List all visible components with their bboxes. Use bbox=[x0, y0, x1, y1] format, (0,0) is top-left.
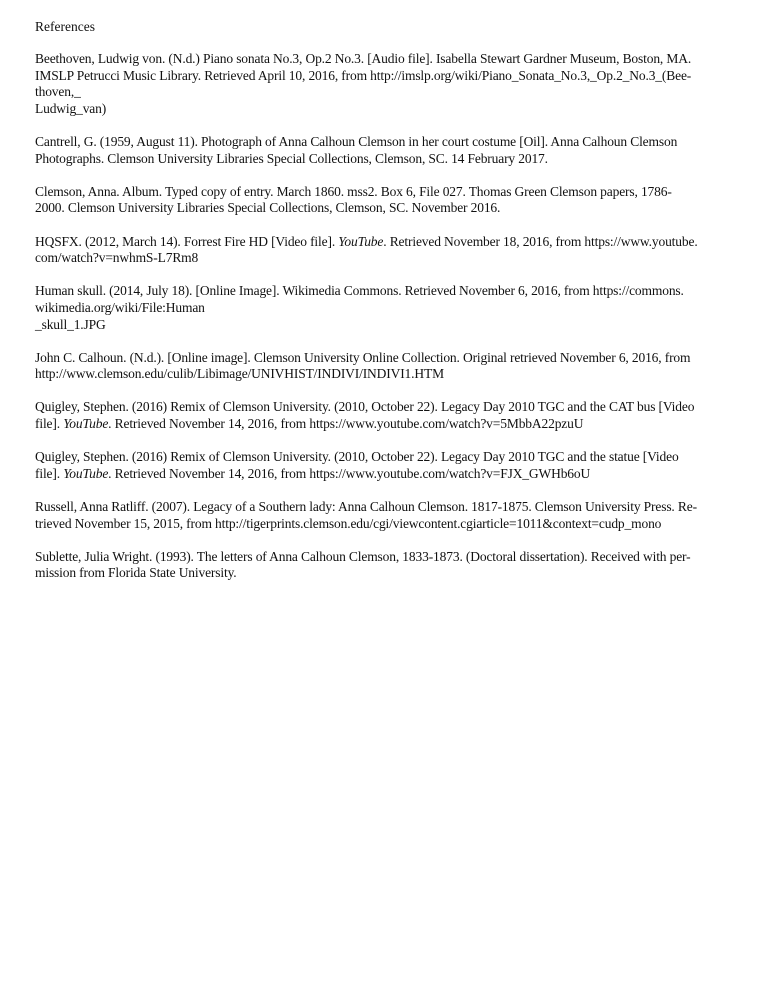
reference-line: http://www.clemson.edu/culib/Libimage/UNIVHIST/INDIVI/INDIVI1.HTM bbox=[35, 366, 444, 382]
reference-italic-title: YouTube bbox=[338, 233, 384, 249]
reference-line bbox=[35, 234, 725, 251]
reference-text: . Retrieved November 18, 2016, from https://www.youtube. bbox=[383, 233, 698, 249]
reference-line: Ludwig_van) bbox=[35, 100, 107, 116]
reference-line: Clemson, Anna. Album. Typed copy of entry. March 1860. mss2. Box 6, File 027. Thomas Green Clemson papers, 1786- bbox=[35, 183, 672, 199]
reference-italic-title: YouTube bbox=[63, 465, 109, 481]
reference-line: Beethoven, Ludwig von. (N.d.) Piano sonata No.3, Op.2 No.3. [Audio file]. Isabella Stewart Gardner Museum, Boston, MA. bbox=[35, 51, 692, 66]
reference-line: Russell, Anna Ratliff. (2007). Legacy of a Southern lady: Anna Calhoun Clemson. 1817-1875. Clemson University Press. Re- bbox=[35, 499, 697, 515]
reference-text: . Retrieved November 14, 2016, from https://www.youtube.com/watch?v=5MbbA22pzuU bbox=[108, 416, 584, 432]
reference-line: John C. Calhoun. (N.d.). [Online image]. Clemson University Online Collection. Original retrieved November 6, 2016, from bbox=[35, 349, 691, 365]
reference-text: file]. bbox=[35, 465, 64, 481]
reference-line: thoven,_ bbox=[35, 84, 81, 100]
reference-entry-beethoven bbox=[35, 51, 725, 117]
reference-italic-title: YouTube bbox=[63, 416, 109, 432]
reference-entry-hqsfx bbox=[35, 234, 725, 267]
reference-text: HQSFX. (2012, March 14). Forrest Fire HD [Video file]. bbox=[35, 233, 339, 249]
reference-entry-clemson-album bbox=[35, 184, 725, 217]
reference-line: Photographs. Clemson University Libraries Special Collections, Clemson, SC. 14 February 2017. bbox=[35, 150, 548, 166]
reference-line bbox=[35, 416, 725, 433]
reference-text: file]. bbox=[35, 416, 64, 432]
reference-line: mission from Florida State University. bbox=[35, 565, 237, 581]
reference-line: Quigley, Stephen. (2016) Remix of Clemson University. (2010, October 22). Legacy Day 2010 TGC and the CAT bus [Video bbox=[35, 399, 695, 415]
reference-line bbox=[35, 466, 725, 483]
reference-entry-russell bbox=[35, 499, 725, 532]
page-title: References bbox=[35, 19, 95, 34]
reference-line: trieved November 15, 2015, from http://tigerprints.clemson.edu/cgi/viewcontent.cgiarticle=1011&context=cudp_mono bbox=[35, 515, 662, 531]
reference-entry-cantrell bbox=[35, 134, 725, 167]
reference-entry-calhoun bbox=[35, 350, 725, 383]
reference-line: IMSLP Petrucci Music Library. Retrieved April 10, 2016, from http://imslp.org/wiki/Piano_Sonata_No.3,_Op.2_No.3_(Bee- bbox=[35, 67, 692, 83]
reference-entry-sublette bbox=[35, 549, 725, 582]
reference-text: . Retrieved November 14, 2016, from https://www.youtube.com/watch?v=FJX_GWHb6oU bbox=[108, 465, 591, 481]
reference-entry-human-skull bbox=[35, 283, 725, 333]
reference-line: Sublette, Julia Wright. (1993). The letters of Anna Calhoun Clemson, 1833-1873. (Doctoral dissertation). Received with per- bbox=[35, 548, 691, 564]
reference-line: _skull_1.JPG bbox=[35, 316, 106, 332]
reference-line: Cantrell, G. (1959, August 11). Photograph of Anna Calhoun Clemson in her court costume [Oil]. Anna Calhoun Clemson bbox=[35, 133, 678, 149]
reference-line: com/watch?v=nwhmS-L7Rm8 bbox=[35, 250, 199, 266]
reference-line: 2000. Clemson University Libraries Special Collections, Clemson, SC. November 2016. bbox=[35, 200, 501, 216]
references-page bbox=[35, 18, 725, 599]
reference-entry-quigley-cat-bus bbox=[35, 399, 725, 432]
reference-entry-quigley-statue bbox=[35, 449, 725, 482]
reference-line: wikimedia.org/wiki/File:Human bbox=[35, 299, 205, 315]
reference-line: Human skull. (2014, July 18). [Online Image]. Wikimedia Commons. Retrieved November 6, 2016, from https://commons. bbox=[35, 283, 684, 299]
reference-line: Quigley, Stephen. (2016) Remix of Clemson University. (2010, October 22). Legacy Day 2010 TGC and the statue [Video bbox=[35, 449, 679, 465]
